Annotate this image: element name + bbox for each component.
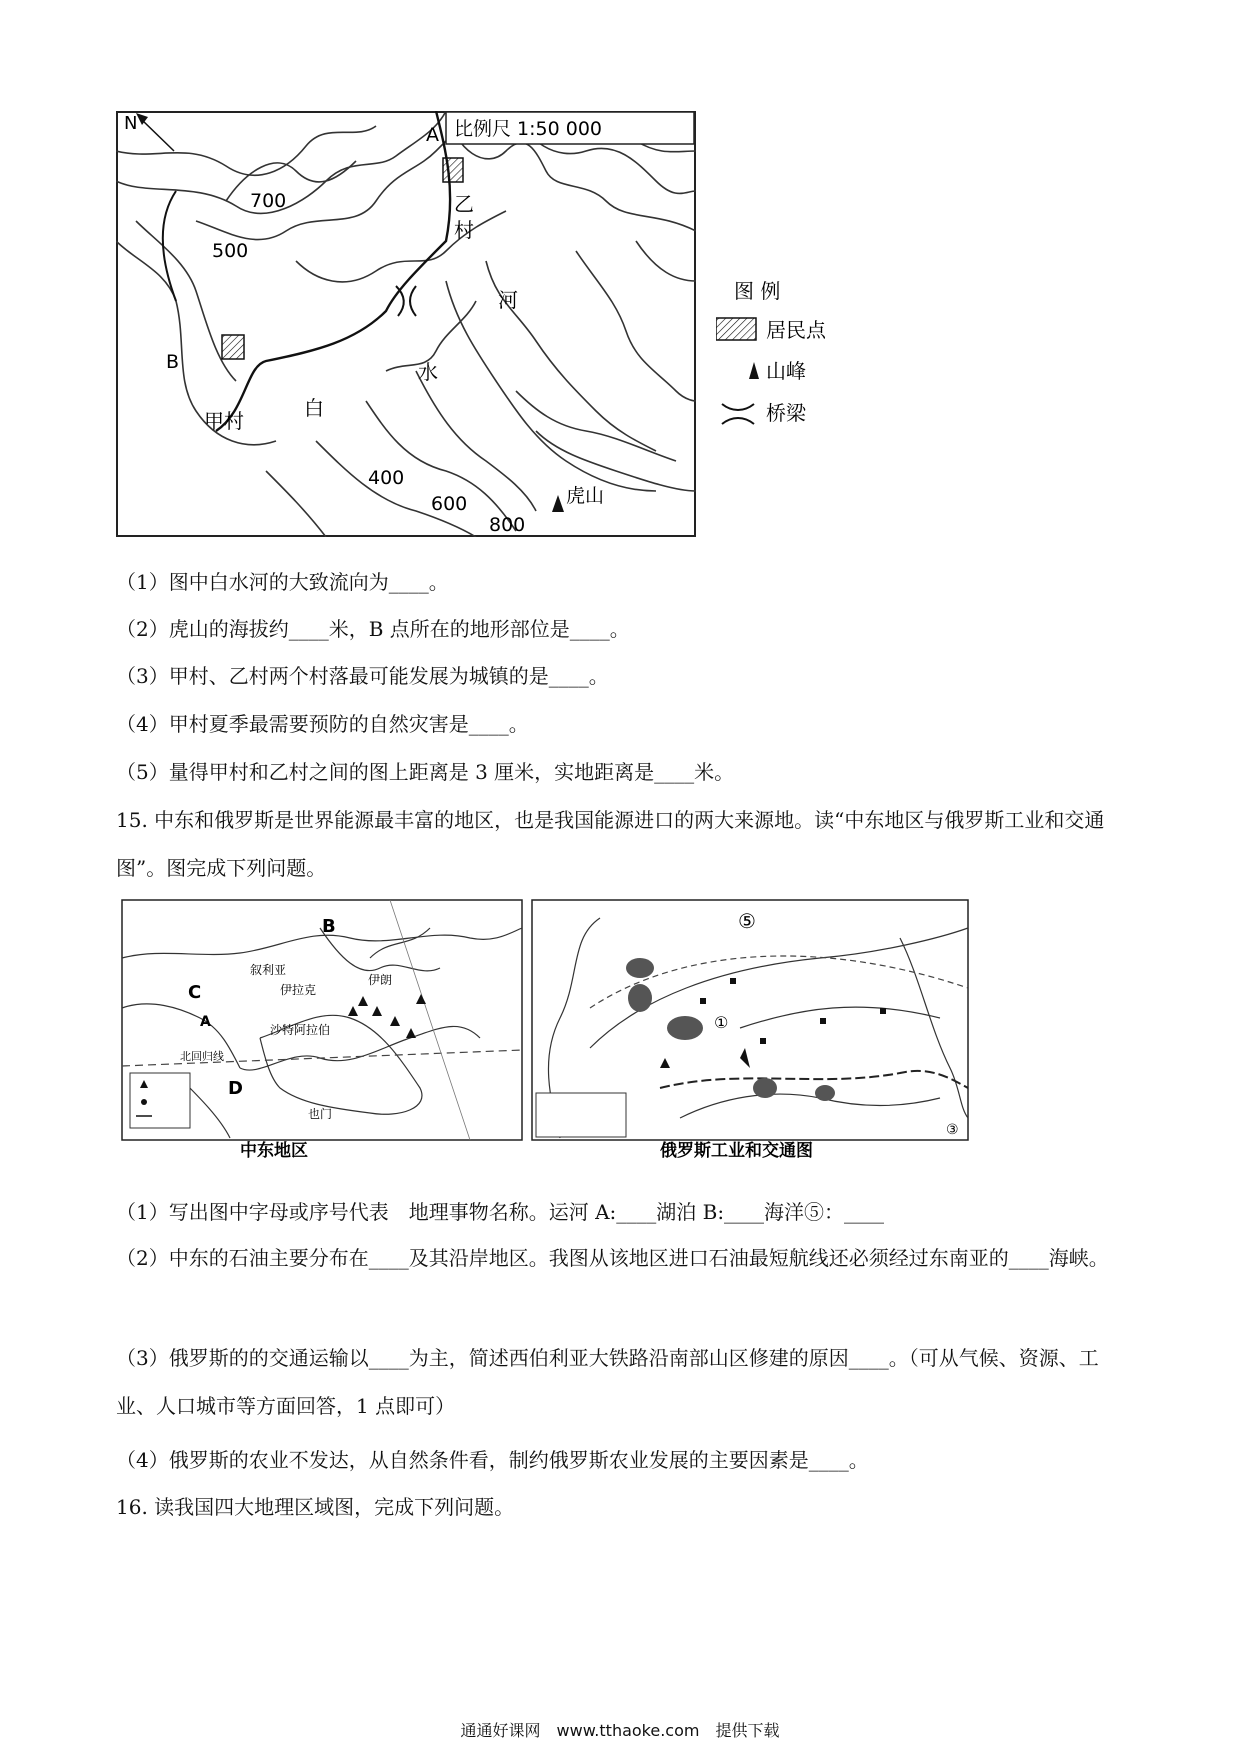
question-14-3: （3）甲村、乙村两个村落最可能发展为城镇的是____。 [116,664,609,688]
legend-item-label: 山峰 [766,359,806,383]
scale-label: 比例尺 1:50 000 [454,118,603,140]
right-map-label-3: ③ [946,1122,959,1138]
contour-label-500: 500 [212,240,249,262]
left-map-label-saudi: 沙特阿拉伯 [270,1023,331,1037]
village-yi-label-1: 乙 [454,192,474,216]
legend-title: 图 例 [734,279,781,303]
bridge-symbol-icon [722,404,754,424]
point-a-label: A [426,124,439,146]
hatched-square-icon [716,318,756,340]
river-label-3: 白 [304,396,324,420]
map-legend [716,278,866,448]
left-map-label-yemen: 也门 [308,1107,333,1121]
question-16-stem: 16. 读我国四大地理区域图，完成下列问题。 [116,1495,515,1519]
village-yi-label-2: 村 [454,218,474,242]
right-map-caption: 俄罗斯工业和交通图 [660,1141,813,1158]
question-15-2: （2）中东的石油主要分布在____及其沿岸地区。我图从该地区进口石油最短航线还必须经过东南亚的____海峡。 [116,1246,1109,1270]
point-b-label: B [166,351,180,373]
left-map-label-d: D [228,1078,243,1099]
legend-item-label: 居民点 [766,318,826,342]
legend-item-label: 桥梁 [766,401,806,425]
river-label-2: 水 [418,360,438,384]
question-14-2: （2）虎山的海拔约____米，B 点所在的地形部位是____。 [116,617,630,641]
left-map-label-c: C [188,982,202,1003]
village-jia-label: 甲村 [204,409,244,433]
peak-name-label: 虎山 [566,485,605,507]
left-map-label-iraq: 伊拉克 [280,983,317,997]
topographic-map [116,111,696,537]
left-map-label-syria: 叙利亚 [250,963,287,977]
left-map-caption: 中东地区 [240,1141,308,1158]
left-map-label-iran: 伊朗 [368,973,393,987]
question-14-5: （5）量得甲村和乙村之间的图上距离是 3 厘米，实地距离是____米。 [116,760,735,784]
question-14-1: （1）图中白水河的大致流向为____。 [116,570,449,594]
north-label: N [124,113,138,134]
right-map-label-1: ① [714,1013,729,1032]
question-14-4: （4）甲村夏季最需要预防的自然灾害是____。 [116,712,529,736]
contour-label-600: 600 [431,493,468,515]
middle-east-russia-maps [120,898,970,1158]
peak-triangle-icon [749,362,759,379]
left-map-label-a: A [200,1014,211,1030]
left-map-label-tropic: 北回归线 [180,1050,224,1063]
question-15-4: （4）俄罗斯的农业不发达，从自然条件看，制约俄罗斯农业发展的主要因素是____。 [116,1448,869,1472]
left-map-label-b: B [322,916,336,937]
question-15-1: （1）写出图中字母或序号代表 地理事物名称。运河 A:____湖泊 B:____海洋⑤：____ [116,1200,885,1224]
contour-label-400: 400 [368,467,405,489]
contour-label-800: 800 [489,514,526,536]
contour-label-700: 700 [250,190,287,212]
page-footer: 通通好课网 www.tthaoke.com 提供下载 [460,1721,780,1740]
river-label-1: 河 [498,288,518,312]
question-15-3: （3）俄罗斯的的交通运输以____为主，简述西伯利亚大铁路沿南部山区修建的原因____。（可从气候、资源、工业、人口城市等方面回答，1 点即可） [116,1346,1099,1418]
question-15-stem: 15. 中东和俄罗斯是世界能源最丰富的地区，也是我国能源进口的两大来源地。读“中东地区与俄罗斯工业和交通图”。图完成下列问题。 [116,808,1105,880]
right-map-label-ocean5: ⑤ [738,909,756,933]
